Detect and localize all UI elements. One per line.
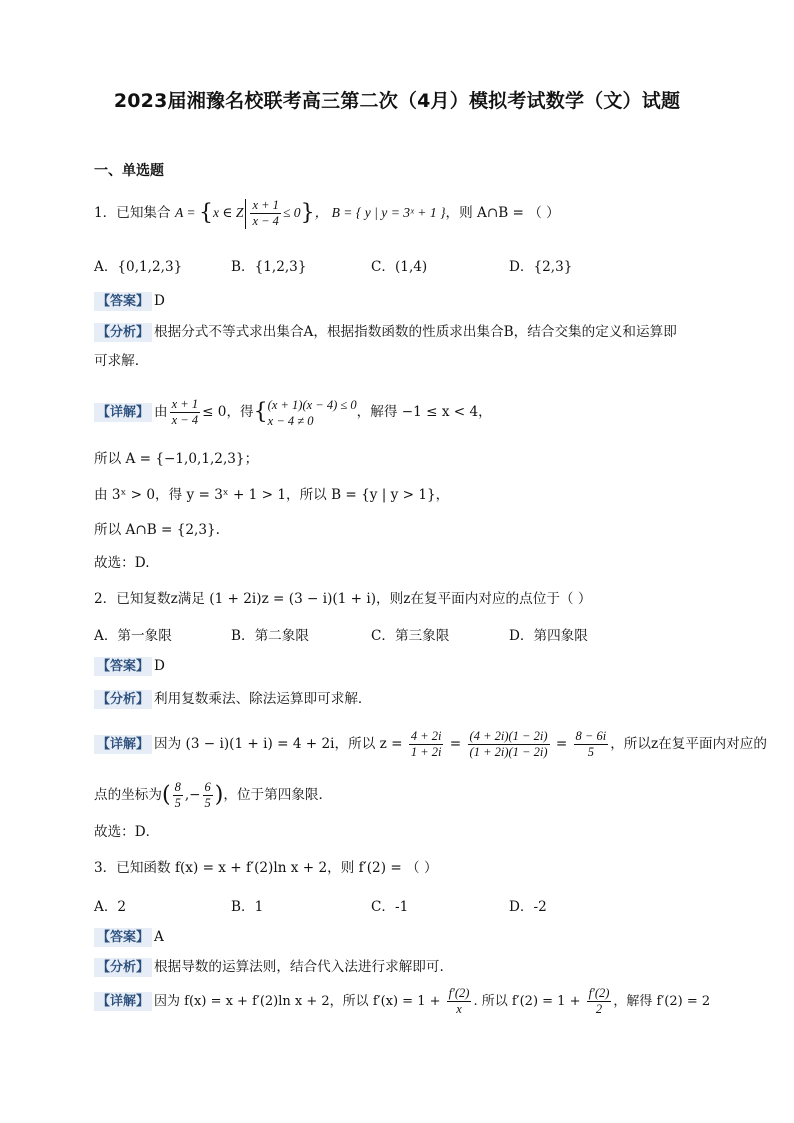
q1-option-b[interactable]: B．{1,2,3} <box>231 259 307 275</box>
q1-detail-line3: 由 3ˣ > 0，得 y = 3ˣ + 1 > 1，所以 B = {y | y > 1}， <box>94 487 450 503</box>
q3-stem: 3．已知函数 f(x) = x + f′(2)ln x + 2，则 f′(2) = （ ） <box>94 860 438 876</box>
q1-detail: 【详解】 由 $\frac{x + 1}{x - 4}$ ≤ 0，得{ (x + 1)(x − 4) ≤ 0 x − 4 ≠ 0 ，解得 −1 ≤ x < 4， <box>94 395 734 430</box>
q1-option-a[interactable]: A．{0,1,2,3} <box>94 259 183 275</box>
q1-answer: 【答案】 D <box>94 290 734 312</box>
q1-detail-fraction: $\frac{x + 1}{x - 4}$ <box>171 397 199 427</box>
set-bar <box>245 199 246 229</box>
analysis-tag: 【分析】 <box>94 958 152 977</box>
left-paren: ( <box>161 782 171 808</box>
q1-stem <box>94 198 734 229</box>
answer-tag: 【答案】 <box>94 928 152 947</box>
answer-tag: 【答案】 <box>94 657 152 676</box>
q1-option-d[interactable]: D．{2,3} <box>509 259 573 275</box>
q3-answer: 【答案】 A <box>94 926 734 948</box>
q2-fraction-1: $\frac{4 + 2i}{1 + 2i}$ <box>410 729 442 759</box>
q3-fraction-2: $\frac{f'(2)}{2}$ <box>588 986 610 1016</box>
detail-tag: 【详解】 <box>94 403 152 422</box>
q2-option-d[interactable]: D．第四象限 <box>509 628 588 644</box>
q3-detail: 【详解】 因为 f(x) = x + f′(2)ln x + 2，所以 f′(x) = 1 + $\frac{f'(2)}{x}$ . 所以 f′(2) = 1 + $\frac{f'(2)}{2}$ ，解得 f′(2) = 2 <box>94 985 734 1019</box>
q2-option-b[interactable]: B．第二象限 <box>231 628 309 644</box>
q1-detail-line2: 所以 A = {−1,0,1,2,3}； <box>94 451 259 467</box>
q1-detail-system: (x + 1)(x − 4) ≤ 0 x − 4 ≠ 0 <box>267 397 357 428</box>
left-brace: { <box>198 200 213 226</box>
q2-analysis: 【分析】 利用复数乘法、除法运算即可求解． <box>94 688 734 710</box>
section-heading: 一、单选题 <box>94 163 164 179</box>
q2-option-a[interactable]: A．第一象限 <box>94 628 172 644</box>
q1-set-a-label: A = <box>174 205 199 220</box>
q1-set-a-fraction: $\frac{x + 1}{x - 4}$ <box>252 198 279 228</box>
q1-analysis: 【分析】 根据分式不等式求出集合A，根据指数函数的性质求出集合B，结合交集的定义和运算即 <box>94 321 734 343</box>
detail-tag: 【详解】 <box>94 735 152 754</box>
q1-detail-line4: 所以 A∩B = {2,3}. <box>94 522 220 538</box>
q1-set-b: ， B = { y | y = 3ˣ + 1 } <box>314 205 446 220</box>
q2-answer: 【答案】 D <box>94 655 734 677</box>
q3-option-b[interactable]: B．1 <box>231 899 264 915</box>
q2-point-y: $\frac{6}{5}$ <box>204 780 211 810</box>
q3-option-a[interactable]: A．2 <box>94 899 127 915</box>
system-brace: { <box>253 399 268 425</box>
q2-option-c[interactable]: C．第三象限 <box>371 628 450 644</box>
q2-point-x: $\frac{8}{5}$ <box>174 780 181 810</box>
q3-analysis: 【分析】 根据导数的运算法则，结合代入法进行求解即可. <box>94 956 734 978</box>
q2-fraction-2: $\frac{(4 + 2i)(1 - 2i)}{(1 + 2i)(1 - 2i)}$ <box>469 729 548 759</box>
q1-stem-question: ，则 A∩B = （ ） <box>445 205 560 221</box>
q1-stem-text: 1．已知集合 <box>94 205 171 221</box>
detail-tag: 【详解】 <box>94 992 152 1011</box>
q2-fraction-3: $\frac{8 - 6i}{5}$ <box>575 729 607 759</box>
analysis-tag: 【分析】 <box>94 323 152 342</box>
q3-option-d[interactable]: D．-2 <box>509 899 547 915</box>
q1-set-a-element: x ∈ Z <box>212 205 244 220</box>
q1-set-a-relation: ≤ 0 <box>282 205 301 220</box>
page-title: 2023届湘豫名校联考高三第二次（4月）模拟考试数学（文）试题 <box>113 90 681 112</box>
q1-option-c[interactable]: C．(1,4) <box>371 259 428 275</box>
answer-tag: 【答案】 <box>94 292 152 311</box>
q1-analysis-cont: 可求解. <box>94 353 140 369</box>
analysis-tag: 【分析】 <box>94 690 152 709</box>
q2-detail-line2: 点的坐标为( $\frac{8}{5}$ ,− $\frac{6}{5}$ )，位于第四象限． <box>94 780 333 810</box>
q2-detail: 【详解】 因为 (3 − i)(1 + i) = 4 + 2i，所以 z = $\frac{4 + 2i}{1 + 2i}$ = $\frac{(4 + 2i)(1 - 2i)}{(1 + 2i)(1 - 2i)}$ = $\frac{8 - 6i}{5}$ ，所以z在复平面内对应的 <box>94 727 734 761</box>
q2-choose: 故选：D． <box>94 824 160 840</box>
q3-option-c[interactable]: C．-1 <box>371 899 409 915</box>
q2-stem: 2．已知复数z满足 (1 + 2i)z = (3 − i)(1 + i)，则z在复平面内对应的点位于（ ） <box>94 591 592 607</box>
right-brace: } <box>300 200 315 226</box>
q1-choose: 故选：D. <box>94 555 150 571</box>
q3-fraction-1: $\frac{f'(2)}{x}$ <box>448 986 470 1016</box>
right-paren: ) <box>214 782 224 808</box>
